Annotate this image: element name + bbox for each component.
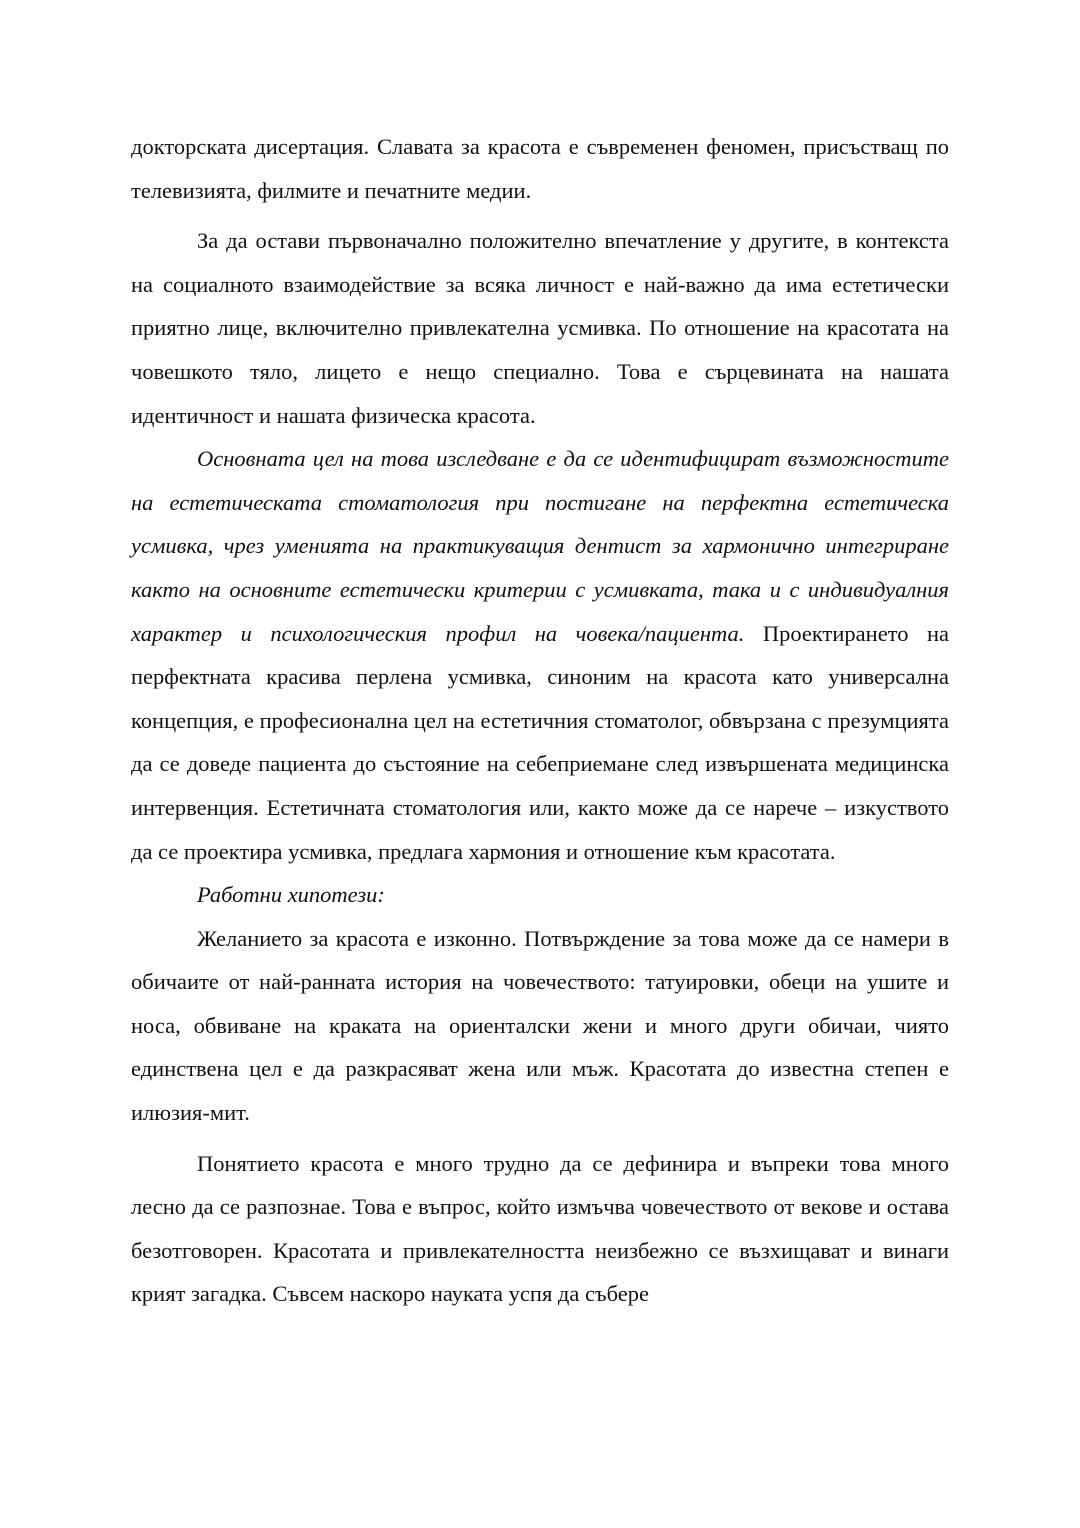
document-page [131,125,949,1316]
paragraph-2 [131,219,949,437]
paragraph-5 [131,917,949,1135]
paragraph-5-text: Желанието за красота е изконно. Потвърждение за това може да се намери в обичаите от най-ранната история на човечеството: татуировки, обеци на ушите и носа, обвиване на краката на ориенталски жени и много други обичаи, чиято единствена цел е да разкрасяват жена или мъж. Красотата до известна степен е илюзия-мит. [131,925,949,1126]
paragraph-6 [131,1142,949,1316]
paragraph-4-hypotheses-heading [131,873,949,917]
paragraph-3-research-goal [131,437,949,873]
paragraph-3-italic: Основната цел на това изследване е да се идентифицират възможностите на естетическата стоматология при постигане на перфектна естетическа усмивка, чрез уменията на практикуващия дентист за хармонично интегриране както на основните естетически критерии с усмивката, така и с индивидуалния характер и психологическия профил на човека/пациента. [131,446,949,646]
hypotheses-heading: Работни хипотези: [197,882,385,908]
paragraph-2-text: За да остави първоначално положително впечатление у другите, в контекста на социалното взаимодействие за всяка личност е най-важно да има естетически приятно лице, включително привлекателна усмивка. По отношение на красотата на човешкото тяло, лицето е нещо специално. Това е сърцевината на нашата идентичност и нашата физическа красота. [131,228,949,428]
paragraph-3-text: Проектирането на перфектната красива перлена усмивка, синоним на красота като универсална концепция, е професионална цел на естетичния стоматолог, обвързана с презумцията да се доведе пациента до състояние на себеприемане след извършената медицинска интервенция. Естетичната стоматология или, както може да се нарече – изкуството да се проектира усмивка, предлага хармония и отношение към красотата. [131,620,949,864]
paragraph-1 [131,125,949,212]
paragraph-1-text: докторската дисертация. Славата за красота е съвременен феномен, присъстващ по телевизията, филмите и печатните медии. [131,134,949,203]
paragraph-6-text: Понятието красота е много трудно да се дефинира и въпреки това много лесно да се разпознае. Това е въпрос, който измъчва човечеството от векове и остава безотговорен. Красотата и привлекателността неизбежно се възхищават и винаги крият загадка. Съвсем наскоро науката успя да събере [131,1150,949,1307]
